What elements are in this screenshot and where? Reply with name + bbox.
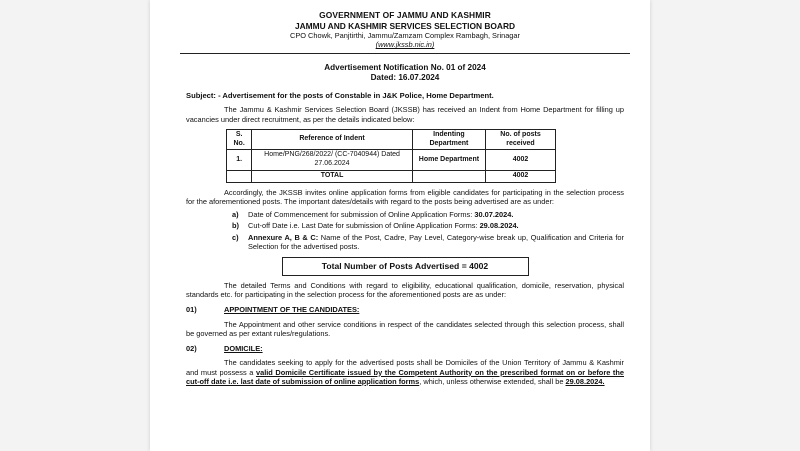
- section-title: DOMICILE:: [224, 344, 263, 354]
- board-title: JAMMU AND KASHMIR SERVICES SELECTION BOARD: [294, 20, 516, 31]
- domicile-paragraph: The candidates seeking to apply for the advertised posts shall be Domiciles of the Union Territory of Jammu & Kashmir and must possess a valid Domicile Certificate issued by the Competent Authority on the prescribed format on or before the cut-off date i.e. last date of submission of online application forms, which, unless otherwise extended, shall be 29.08.2024.: [186, 358, 624, 386]
- col-sno: S. No.: [227, 129, 252, 150]
- list-text: Date of Commencement for submission of Online Application Forms: 30.07.2024.: [248, 210, 514, 220]
- intro-paragraph: The Jammu & Kashmir Services Selection Board (JKSSB) has received an Indent from Home Department for filling up vacancies under direct recruitment, as per the details indicated below:: [186, 105, 624, 124]
- board-address: CPO Chowk, Panjtirthi, Jammu/Zamzam Complex Rambagh, Srinagar: [289, 31, 520, 40]
- table-row: [227, 150, 556, 171]
- terms-paragraph: The detailed Terms and Conditions with regard to eligibility, educational qualification, domicile, reservation, physical standards etc. for participating in the selection process for the aforementioned posts are as under:: [186, 280, 624, 300]
- col-posts: No. of posts received: [486, 129, 556, 150]
- cell-posts: 4002: [486, 150, 556, 171]
- cell-reference: Home/PNG/268/2022/ (CC-7040944) Dated 27.06.2024: [252, 150, 413, 171]
- indent-table: [226, 129, 556, 183]
- cell-total-label: TOTAL: [252, 170, 413, 182]
- list-marker: c): [232, 232, 239, 242]
- list-text: Annexure A, B & C: Name of the Post, Cadre, Pay Level, Category-wise break up, Qualification and Criteria for Selection for the advertised posts.: [248, 232, 625, 251]
- appointment-paragraph: The Appointment and other service conditions in respect of the candidates selected through this selection process, shall be governed as per extant rules/regulations.: [186, 319, 624, 338]
- table-header-row: [227, 129, 556, 150]
- total-posts-box: Total Number of Posts Advertised = 4002: [282, 257, 529, 276]
- section-heading-domicile: [186, 344, 624, 353]
- cell-total-blank: [227, 170, 252, 182]
- cell-sno: 1.: [227, 150, 252, 171]
- col-department: Indenting Department: [412, 129, 485, 150]
- header-divider: [180, 53, 630, 54]
- notification-heading: [186, 63, 624, 84]
- document-body: [186, 10, 624, 386]
- section-title: APPOINTMENT OF THE CANDIDATES:: [224, 305, 360, 315]
- section-number: 01): [186, 305, 197, 315]
- list-marker: b): [232, 221, 239, 231]
- document-page: [150, 0, 650, 451]
- list-marker: a): [232, 210, 239, 220]
- cell-total-value: 4002: [486, 170, 556, 182]
- section-number: 02): [186, 344, 197, 354]
- col-reference: Reference of Indent: [252, 129, 413, 150]
- table-total-row: [227, 170, 556, 182]
- cell-total-blank-2: [412, 170, 485, 182]
- notification-date: Dated: 16.07.2024: [370, 72, 440, 82]
- list-item: [232, 210, 624, 219]
- govt-title: GOVERNMENT OF JAMMU AND KASHMIR: [319, 10, 491, 20]
- list-item: [232, 221, 624, 230]
- board-website: (www.jkssb.nic.in): [375, 40, 435, 50]
- notification-title: Advertisement Notification No. 01 of 2024: [324, 62, 486, 72]
- important-dates-list: [232, 210, 624, 251]
- cell-department: Home Department: [412, 150, 485, 171]
- invitation-paragraph: Accordingly, the JKSSB invites online application forms from eligible candidates for participating in the selection process for the aforementioned posts. The important dates/details with regard to the posts being advertised are as under:: [186, 187, 624, 206]
- section-heading-appointment: [186, 305, 624, 314]
- subject-line: Subject: - Advertisement for the posts of Constable in J&K Police, Home Department.: [186, 91, 494, 100]
- list-item: [232, 233, 624, 252]
- list-text: Cut-off Date i.e. Last Date for submission of Online Application Forms: 29.08.2024.: [248, 221, 519, 231]
- letterhead: [186, 10, 624, 50]
